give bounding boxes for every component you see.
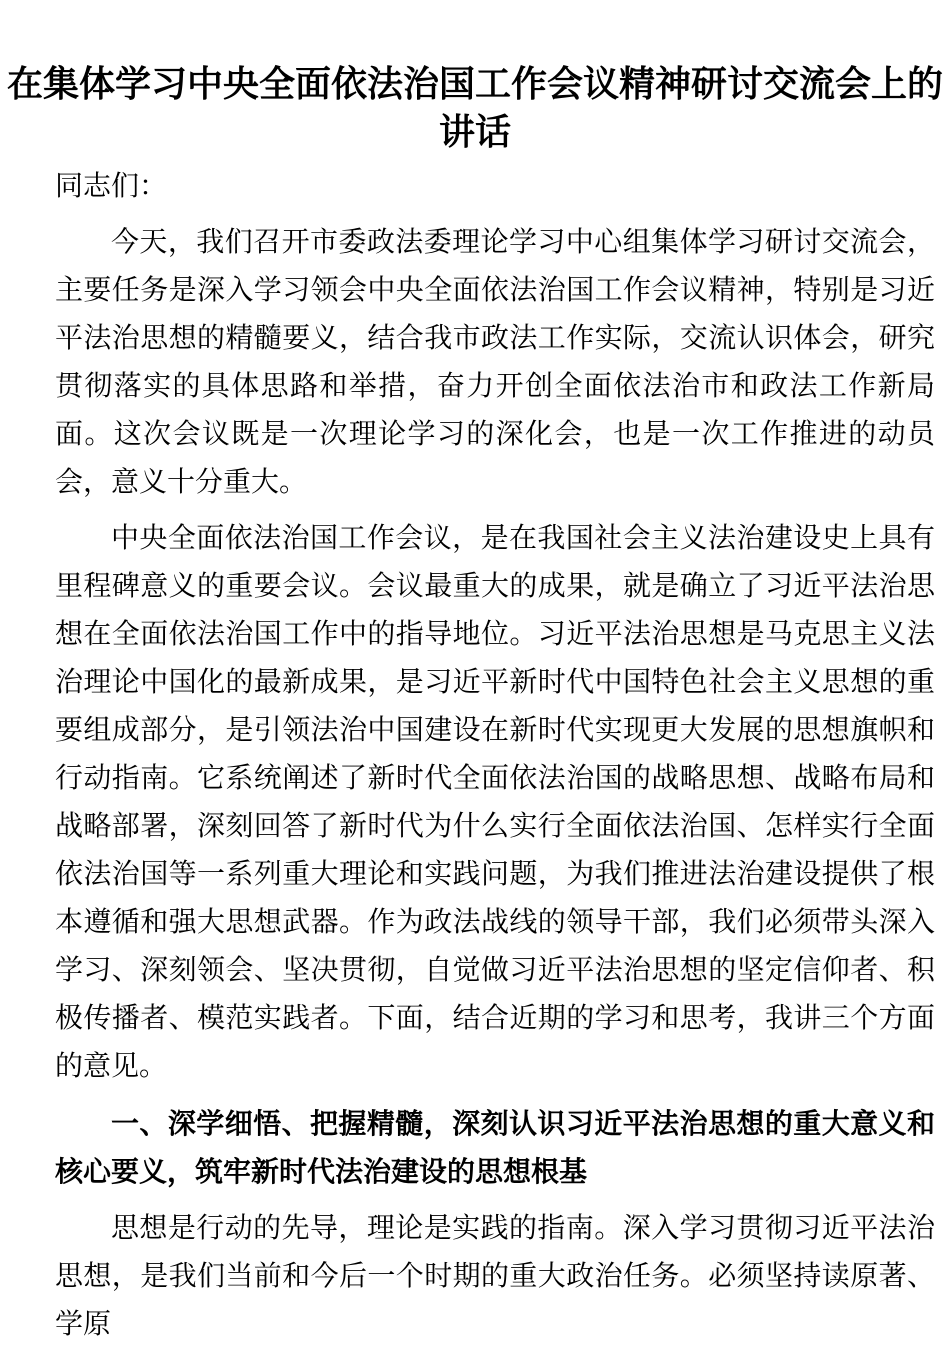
document-title: 在集体学习中央全面依法治国工作会议精神研讨交流会上的讲话 bbox=[6, 63, 943, 152]
paragraph-conference-significance: 中央全面依法治国工作会议，是在我国社会主义法治建设史上具有里程碑意义的重要会议。会议最重大的成果，就是确立了习近平法治思想在全面依法治国工作中的指导地位。习近平法治思想是马克思主义法治理论中国化的最新成果，是习近平新时代中国特色社会主义思想的重要组成部分，是引领法治中国建设在新时代实现更大发展的思想旗帜和行动指南。它系统阐述了新时代全面依法治国的战略思想、战略布局和战略部署，深刻回答了新时代为什么实行全面依法治国、怎样实行全面依法治国等一系列重大理论和实践问题，为我们推进法治建设提供了根本遵循和强大思想武器。作为政法战线的领导干部，我们必须带头深入学习、深刻领会、坚决贯彻，自觉做习近平法治思想的坚定信仰者、积极传播者、模范实践者。下面，结合近期的学习和思考，我讲三个方面的意见。 bbox=[55, 522, 935, 1081]
paragraph-thought-guidance: 思想是行动的先导，理论是实践的指南。深入学习贯彻习近平法治思想，是我们当前和今后一个时期的重大政治任务。必须坚持读原著、学原 bbox=[55, 1212, 935, 1339]
paragraph-intro: 今天，我们召开市委政法委理论学习中心组集体学习研讨交流会，主要任务是深入学习领会中央全面依法治国工作会议精神，特别是习近平法治思想的精髓要义，结合我市政法工作实际，交流认识体会，研究贯彻落实的具体思路和举措，奋力开创全面依法治市和政法工作新局面。这次会议既是一次理论学习的深化会，也是一次工作推进的动员会，意义十分重大。 bbox=[55, 226, 935, 497]
salutation: 同志们： bbox=[55, 170, 168, 201]
section-heading-1: 一、深学细悟、把握精髓，深刻认识习近平法治思想的重大意义和核心要义，筑牢新时代法治建设的思想根基 bbox=[55, 1108, 935, 1187]
